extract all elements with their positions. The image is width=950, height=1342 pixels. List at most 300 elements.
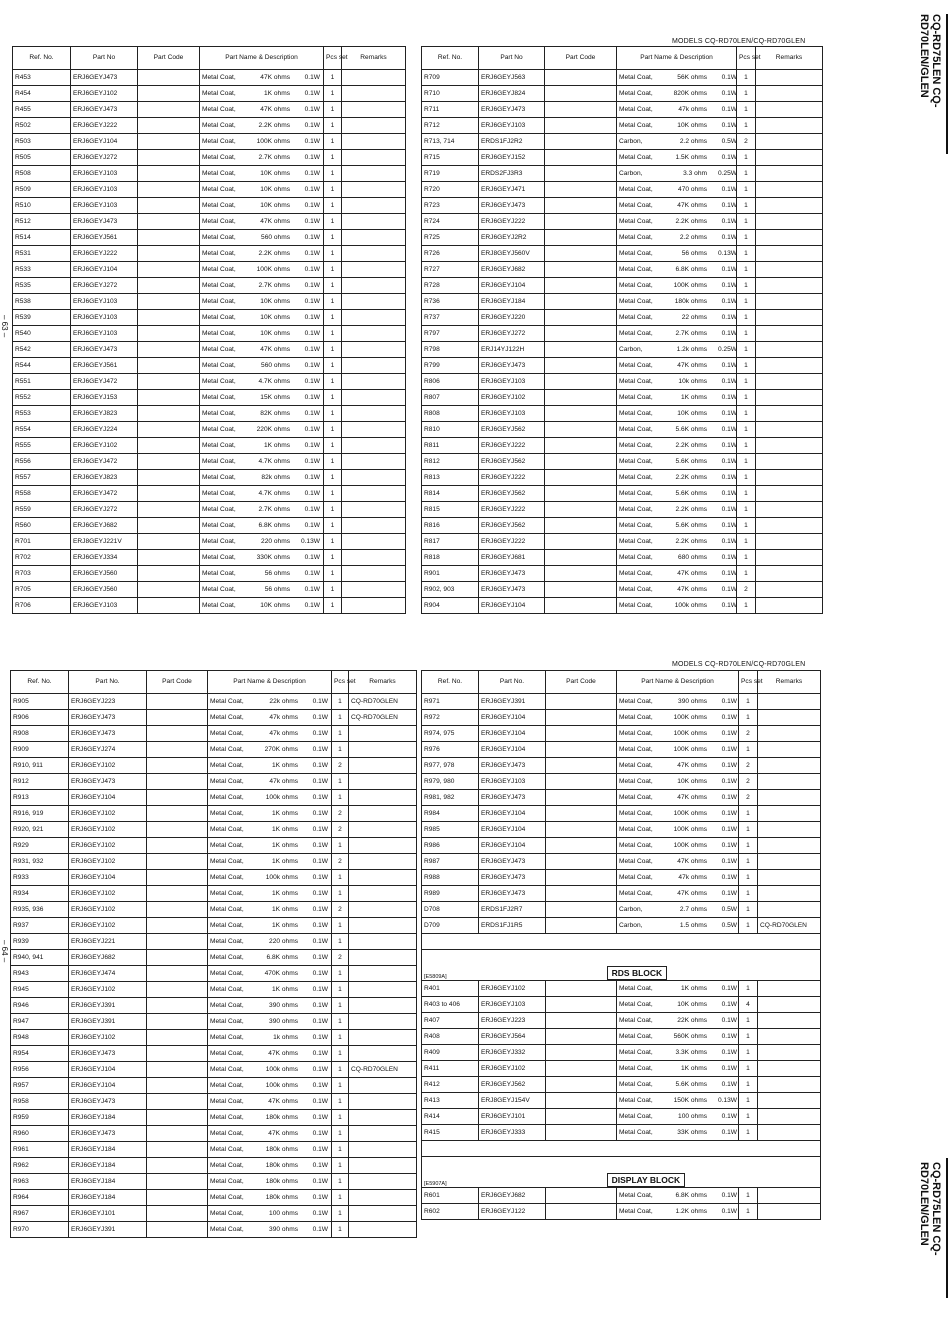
table-row <box>422 806 821 822</box>
part-code <box>545 518 617 534</box>
remarks <box>756 310 823 326</box>
part-code <box>138 566 200 582</box>
part-no: ERJ6GEYJ473 <box>479 582 545 598</box>
part-no: ERDS1FJ2R7 <box>479 902 546 918</box>
pcs-set: 1 <box>324 118 342 134</box>
description <box>617 166 737 182</box>
part-code <box>545 358 617 374</box>
remarks <box>349 742 417 758</box>
desc-wattage: 0.1W <box>304 170 320 177</box>
table-row <box>11 1142 417 1158</box>
table-row <box>13 182 406 198</box>
desc-type: Metal Coat, <box>210 1162 244 1169</box>
desc-value: 47K ohms <box>677 794 707 801</box>
desc-value: 100K ohms <box>673 810 707 817</box>
ref-no: R535 <box>13 278 71 294</box>
desc-value: 2.2K ohms <box>675 218 707 225</box>
desc-wattage: 0.13W <box>717 250 737 257</box>
pcs-set: 1 <box>739 694 758 710</box>
desc-value: 47k ohms <box>269 714 298 721</box>
description <box>200 342 324 358</box>
desc-wattage: 0.1W <box>721 858 737 865</box>
desc-wattage: 0.1W <box>721 778 737 785</box>
desc-wattage: 0.1W <box>304 426 320 433</box>
desc-type: Metal Coat, <box>619 154 653 161</box>
part-no: ERJ6GEYJ102 <box>71 86 138 102</box>
part-no: ERJ6GEYJ103 <box>71 182 138 198</box>
desc-wattage: 0.1W <box>312 1098 328 1105</box>
desc-type: Metal Coat, <box>202 522 236 529</box>
description <box>617 886 739 902</box>
table-row <box>422 1093 821 1109</box>
ref-no: R712 <box>422 118 479 134</box>
table-row <box>13 326 406 342</box>
table-row <box>13 486 406 502</box>
desc-wattage: 0.1W <box>304 250 320 257</box>
desc-wattage: 0.1W <box>304 106 320 113</box>
pcs-set: 1 <box>332 726 349 742</box>
part-no: ERJ6GEYJ122 <box>479 1204 546 1220</box>
desc-type: Metal Coat, <box>619 218 653 225</box>
part-no: ERJ6GEYJ473 <box>69 774 147 790</box>
part-no: ERJ6GEYJ473 <box>71 70 138 86</box>
desc-wattage: 0.1W <box>312 810 328 817</box>
table-row <box>11 1014 417 1030</box>
remarks <box>342 470 406 486</box>
desc-value: 1K ohms <box>271 890 298 897</box>
pcs-set: 1 <box>737 374 756 390</box>
ref-no: R797 <box>422 326 479 342</box>
part-code <box>545 102 617 118</box>
desc-type: Metal Coat, <box>619 202 653 209</box>
pcs-set: 1 <box>739 1077 758 1093</box>
desc-type: Metal Coat, <box>202 314 236 321</box>
desc-wattage: 0.1W <box>721 410 737 417</box>
table-row <box>11 886 417 902</box>
part-code <box>138 534 200 550</box>
desc-type: Metal Coat, <box>210 1082 244 1089</box>
ref-no: R812 <box>422 454 479 470</box>
desc-type: Metal Coat, <box>202 586 236 593</box>
table-row <box>13 198 406 214</box>
table-row <box>13 438 406 454</box>
desc-wattage: 0.1W <box>721 1208 737 1215</box>
ref-no: R553 <box>13 406 71 422</box>
part-no: ERJ6GEYJ562 <box>479 486 545 502</box>
table-row <box>11 1174 417 1190</box>
part-no: ERJ6GEYJ104 <box>69 1078 147 1094</box>
remarks <box>756 486 823 502</box>
ref-no: R904 <box>422 598 479 614</box>
pcs-set: 2 <box>332 854 349 870</box>
pcs-set: 1 <box>324 102 342 118</box>
part-code <box>138 598 200 614</box>
part-code <box>546 822 617 838</box>
desc-wattage: 0.1W <box>312 1162 328 1169</box>
ref-no: R958 <box>11 1094 69 1110</box>
part-no: ERJ6GEYJ2R2 <box>479 230 545 246</box>
desc-type: Metal Coat, <box>619 506 653 513</box>
table-row <box>422 534 823 550</box>
desc-type: Metal Coat, <box>202 490 236 497</box>
desc-type: Metal Coat, <box>619 410 653 417</box>
remarks <box>342 534 406 550</box>
table-row <box>422 1157 821 1188</box>
part-no: ERJ6GEYJ560 <box>71 582 138 598</box>
pcs-set: 1 <box>737 358 756 374</box>
desc-wattage: 0.1W <box>312 986 328 993</box>
part-code <box>545 278 617 294</box>
remarks <box>342 70 406 86</box>
ref-no: R957 <box>11 1078 69 1094</box>
ref-no: R946 <box>11 998 69 1014</box>
table-row <box>11 918 417 934</box>
desc-type: Metal Coat, <box>619 1129 653 1136</box>
desc-wattage: 0.1W <box>312 874 328 881</box>
ref-no: R412 <box>422 1077 479 1093</box>
block-title: RDS BLOCK <box>607 966 668 980</box>
part-code <box>546 918 617 934</box>
part-code <box>546 710 617 726</box>
ref-no: R971 <box>422 694 479 710</box>
desc-value: 10K ohms <box>260 186 290 193</box>
pcs-set: 1 <box>737 166 756 182</box>
remarks <box>342 86 406 102</box>
ref-no: R455 <box>13 102 71 118</box>
desc-wattage: 0.1W <box>721 586 737 593</box>
part-no: ERJ6GEYJ102 <box>69 822 147 838</box>
part-code <box>147 758 208 774</box>
pcs-set: 1 <box>739 838 758 854</box>
ref-no: R811 <box>422 438 479 454</box>
desc-type: Metal Coat, <box>210 698 244 705</box>
desc-value: 47K ohms <box>677 202 707 209</box>
remarks <box>342 166 406 182</box>
column-header: Ref. No. <box>422 671 479 694</box>
description <box>617 390 737 406</box>
desc-value: 100 ohms <box>678 1113 707 1120</box>
desc-wattage: 0.1W <box>312 1210 328 1217</box>
pcs-set: 1 <box>739 822 758 838</box>
desc-type: Metal Coat, <box>619 394 653 401</box>
ref-no: R727 <box>422 262 479 278</box>
remarks <box>342 262 406 278</box>
description <box>617 406 737 422</box>
desc-type: Metal Coat, <box>202 474 236 481</box>
remarks <box>756 198 823 214</box>
table-row <box>11 854 417 870</box>
ref-no: R503 <box>13 134 71 150</box>
part-code <box>546 726 617 742</box>
part-no: ERJ6GEYJ153 <box>71 390 138 406</box>
desc-type: Metal Coat, <box>619 1017 653 1024</box>
remarks <box>758 997 821 1013</box>
desc-type: Metal Coat, <box>202 538 236 545</box>
description <box>617 326 737 342</box>
desc-value: 100K ohms <box>673 746 707 753</box>
part-no: ERJ6GEYJ473 <box>69 1094 147 1110</box>
pcs-set: 1 <box>737 230 756 246</box>
desc-type: Metal Coat, <box>619 234 653 241</box>
part-no: ERJ6GEYJ391 <box>69 1222 147 1238</box>
desc-type: Metal Coat, <box>619 746 653 753</box>
desc-wattage: 0.1W <box>721 1065 737 1072</box>
desc-value: 1K ohms <box>271 922 298 929</box>
desc-wattage: 0.1W <box>721 698 737 705</box>
part-no: ERJ6GEYJ562 <box>479 1077 546 1093</box>
ref-no: R959 <box>11 1110 69 1126</box>
table-row <box>422 950 821 981</box>
part-no: ERJ6GEYJ682 <box>479 262 545 278</box>
ref-no: R935, 936 <box>11 902 69 918</box>
remarks <box>342 566 406 582</box>
desc-type: Metal Coat, <box>619 1081 653 1088</box>
desc-type: Metal Coat, <box>619 698 653 705</box>
ref-no: R806 <box>422 374 479 390</box>
remarks <box>756 518 823 534</box>
part-code <box>147 1030 208 1046</box>
table-row <box>422 214 823 230</box>
desc-type: Metal Coat, <box>619 442 653 449</box>
part-no: ERJ6GEYJ104 <box>479 838 546 854</box>
remarks <box>756 118 823 134</box>
description <box>208 1158 332 1174</box>
description <box>208 726 332 742</box>
description <box>617 342 737 358</box>
column-header: Part No. <box>69 671 147 694</box>
part-no: ERJ6GEYJ104 <box>479 726 546 742</box>
part-code <box>138 390 200 406</box>
remarks <box>349 1142 417 1158</box>
part-code <box>138 438 200 454</box>
desc-type: Metal Coat, <box>202 170 236 177</box>
part-code <box>147 982 208 998</box>
description <box>208 758 332 774</box>
part-no: ERJ6GEYJ103 <box>479 406 545 422</box>
desc-type: Metal Coat, <box>619 362 653 369</box>
description <box>617 694 739 710</box>
pcs-set: 1 <box>324 182 342 198</box>
desc-value: 680 ohms <box>678 554 707 561</box>
desc-value: 1K ohms <box>271 826 298 833</box>
part-no: ERJ6GEYJ103 <box>479 774 546 790</box>
part-no: ERJ6GEYJ473 <box>479 566 545 582</box>
desc-type: Metal Coat, <box>202 506 236 513</box>
part-code <box>147 1222 208 1238</box>
part-code <box>147 1062 208 1078</box>
remarks <box>342 422 406 438</box>
description <box>208 966 332 982</box>
remarks <box>349 918 417 934</box>
desc-type: Metal Coat, <box>210 1178 244 1185</box>
part-code <box>546 854 617 870</box>
part-no: ERJ6GEYJ152 <box>479 150 545 166</box>
desc-value: 6.8K ohms <box>675 266 707 273</box>
part-code <box>138 70 200 86</box>
part-code <box>546 1204 617 1220</box>
ref-no: R940, 941 <box>11 950 69 966</box>
part-no: ERJ6GEYJ104 <box>71 134 138 150</box>
ref-no: R401 <box>422 981 479 997</box>
desc-type: Metal Coat, <box>619 826 653 833</box>
desc-wattage: 0.1W <box>721 378 737 385</box>
table-row <box>422 790 821 806</box>
table-row <box>422 710 821 726</box>
description <box>200 406 324 422</box>
remarks <box>349 1206 417 1222</box>
remarks <box>758 1013 821 1029</box>
ref-no: R962 <box>11 1158 69 1174</box>
part-no: ERJ6GEYJ184 <box>69 1142 147 1158</box>
pcs-set: 1 <box>324 326 342 342</box>
table-row <box>422 934 821 950</box>
desc-type: Metal Coat, <box>619 1001 653 1008</box>
description <box>200 134 324 150</box>
desc-type: Metal Coat, <box>210 1034 244 1041</box>
desc-type: Metal Coat, <box>619 1208 653 1215</box>
desc-wattage: 0.1W <box>721 890 737 897</box>
ref-no: R972 <box>422 710 479 726</box>
table-row <box>13 278 406 294</box>
remarks <box>342 214 406 230</box>
page-number-upper: – 63 – <box>0 315 9 338</box>
ref-no: R931, 932 <box>11 854 69 870</box>
desc-wattage: 0.1W <box>304 506 320 513</box>
desc-wattage: 0.1W <box>312 778 328 785</box>
pcs-set: 1 <box>332 1014 349 1030</box>
desc-type: Metal Coat, <box>619 1049 653 1056</box>
part-no: ERJ6GEYJ222 <box>479 438 545 454</box>
desc-value: 1K ohms <box>271 986 298 993</box>
pcs-set: 1 <box>332 966 349 982</box>
desc-wattage: 0.1W <box>304 138 320 145</box>
ref-no: R728 <box>422 278 479 294</box>
desc-value: 150K ohms <box>673 1097 707 1104</box>
desc-type: Metal Coat, <box>202 330 236 337</box>
desc-value: 390 ohms <box>269 1002 298 1009</box>
part-no: ERJ6GEYJ102 <box>69 886 147 902</box>
ref-no: R411 <box>422 1061 479 1077</box>
part-code <box>138 486 200 502</box>
desc-wattage: 0.1W <box>721 1192 737 1199</box>
description <box>617 150 737 166</box>
ref-no: R988 <box>422 870 479 886</box>
part-code <box>147 1046 208 1062</box>
pcs-set: 1 <box>332 1110 349 1126</box>
desc-value: 470 ohms <box>678 186 707 193</box>
desc-value: 2.2 ohms <box>679 138 707 145</box>
ref-no: R901 <box>422 566 479 582</box>
parts-table-lower-left <box>10 670 417 1238</box>
desc-type: Metal Coat, <box>210 810 244 817</box>
pcs-set: 1 <box>324 262 342 278</box>
desc-value: 22 ohms <box>681 314 707 321</box>
desc-type: Metal Coat, <box>210 842 244 849</box>
ref-no: R985 <box>422 822 479 838</box>
pcs-set: 1 <box>324 70 342 86</box>
remarks <box>756 454 823 470</box>
desc-wattage: 0.1W <box>312 1082 328 1089</box>
desc-value: 100 ohms <box>269 1210 298 1217</box>
remarks <box>349 790 417 806</box>
ref-no: R933 <box>11 870 69 886</box>
description <box>200 150 324 166</box>
description <box>617 981 739 997</box>
table-row <box>422 758 821 774</box>
desc-type: Metal Coat, <box>619 186 653 193</box>
desc-wattage: 0.1W <box>304 602 320 609</box>
part-no: ERJ6GEYJ472 <box>71 374 138 390</box>
ref-no: R709 <box>422 70 479 86</box>
table-row <box>422 1045 821 1061</box>
part-no: ERJ6GEYJ104 <box>69 790 147 806</box>
description <box>208 774 332 790</box>
remarks <box>758 726 821 742</box>
description <box>617 790 739 806</box>
desc-value: 3.3K ohms <box>675 1049 707 1056</box>
description <box>617 1077 739 1093</box>
table-row <box>13 374 406 390</box>
desc-value: 1K ohms <box>271 762 298 769</box>
desc-type: Metal Coat, <box>619 985 653 992</box>
desc-wattage: 0.1W <box>721 874 737 881</box>
desc-value: 56 ohms <box>681 250 707 257</box>
table-row <box>422 582 823 598</box>
desc-type: Metal Coat, <box>210 1226 244 1233</box>
pcs-set: 1 <box>324 198 342 214</box>
desc-type: Metal Coat, <box>202 266 236 273</box>
part-no: ERJ6GEYJ681 <box>479 550 545 566</box>
desc-wattage: 0.1W <box>304 74 320 81</box>
ref-no: R415 <box>422 1125 479 1141</box>
description <box>208 822 332 838</box>
desc-wattage: 0.1W <box>312 906 328 913</box>
part-code <box>138 278 200 294</box>
part-no: ERJ6GEYJ184 <box>479 294 545 310</box>
desc-value: 390 ohms <box>269 1226 298 1233</box>
desc-wattage: 0.1W <box>304 346 320 353</box>
desc-type: Metal Coat, <box>619 842 653 849</box>
desc-wattage: 0.1W <box>721 218 737 225</box>
table-row <box>422 902 821 918</box>
column-header: Remarks <box>342 47 406 70</box>
part-no: ERJ6GEYJ223 <box>69 694 147 710</box>
part-no: ERJ6GEYJ823 <box>71 406 138 422</box>
desc-wattage: 0.1W <box>312 826 328 833</box>
table-row <box>422 198 823 214</box>
description <box>200 486 324 502</box>
part-no: ERDS1FJ2R2 <box>479 134 545 150</box>
pcs-set: 2 <box>332 950 349 966</box>
desc-value: 82k ohms <box>261 474 290 481</box>
ref-no: R720 <box>422 182 479 198</box>
part-code <box>147 726 208 742</box>
table-row <box>11 1078 417 1094</box>
desc-wattage: 0.1W <box>721 330 737 337</box>
table-row <box>422 854 821 870</box>
description <box>208 918 332 934</box>
table-row <box>422 886 821 902</box>
part-code <box>138 582 200 598</box>
desc-type: Metal Coat, <box>619 378 653 385</box>
ref-no: R974, 975 <box>422 726 479 742</box>
pcs-set: 1 <box>737 310 756 326</box>
pcs-set: 1 <box>324 582 342 598</box>
description <box>617 518 737 534</box>
part-code <box>546 1125 617 1141</box>
desc-type: Metal Coat, <box>202 426 236 433</box>
description <box>617 1109 739 1125</box>
